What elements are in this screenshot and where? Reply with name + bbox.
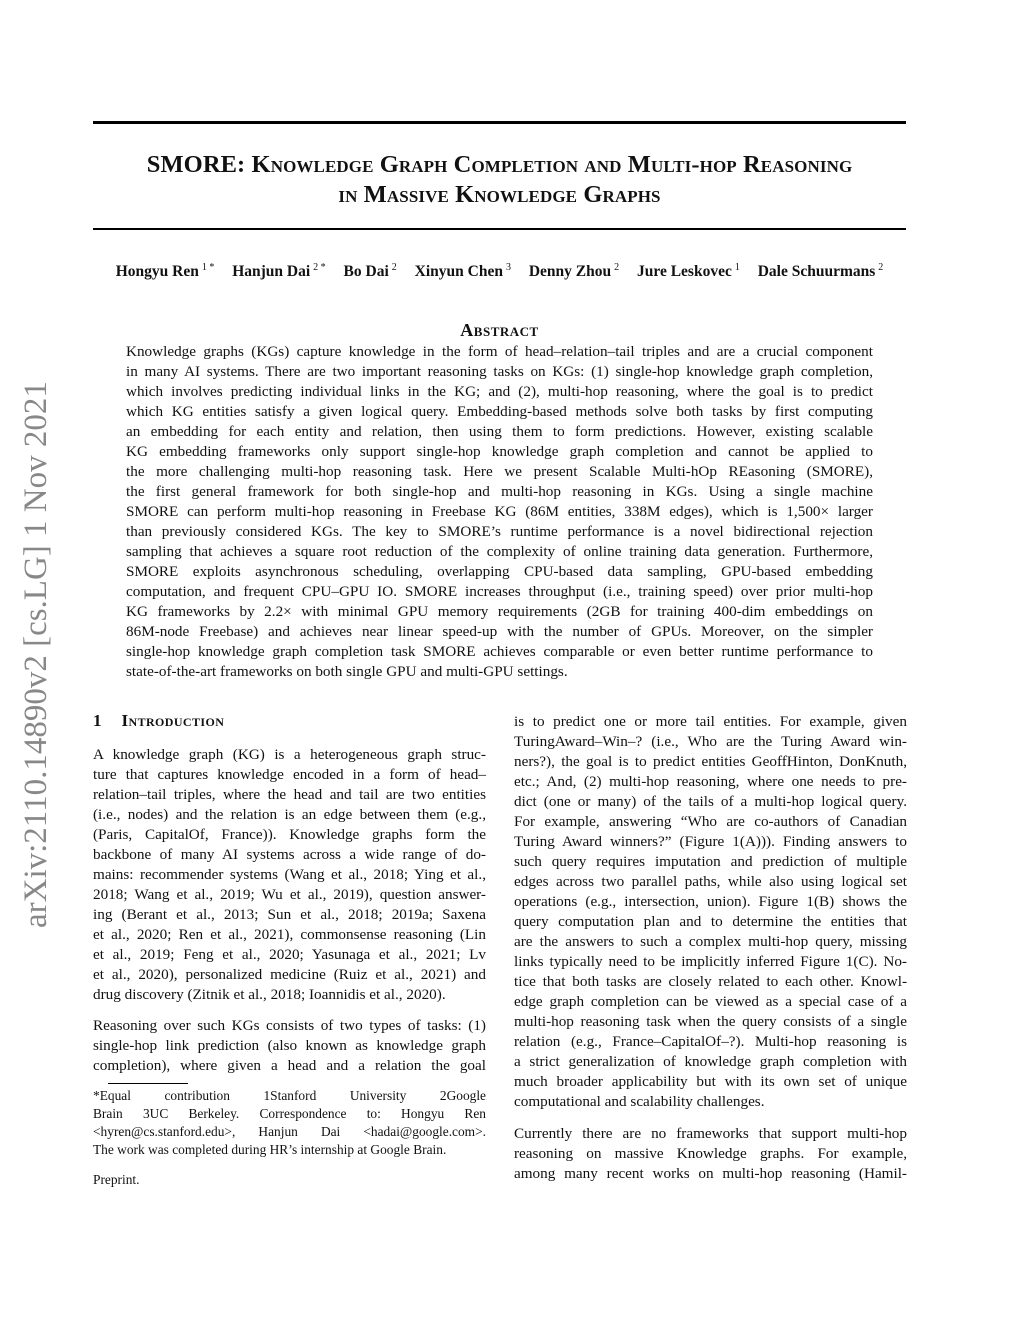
section-heading [93,711,224,731]
title-line-1: SMORE: Knowledge Graph Completion and Multi-hop Reasoning [146,151,853,178]
author: Hanjun Dai $^{2 *}$ [232,262,326,280]
author: Denny Zhou $^2$ [528,262,620,280]
abstract-heading: Abstract [460,320,539,340]
author: Bo Dai $^2$ [343,262,397,280]
body-line: (Paris, CapitalOf, France)). Knowledge graphs form the [93,826,486,843]
footnote-rule [108,1083,188,1084]
body-line: is to predict one or more tail entities. For example, given [514,713,907,730]
body-line: For example, answering “Who are co-authors of Canadian [514,813,907,830]
body-line: (i.e., nodes) and the relation is an edge between them (e.g., [93,806,486,823]
abstract-line: the first general framework for both single-hop and multi-hop reasoning in KGs. Using a single machine [126,483,873,500]
footnote-line: Brain 3UC Berkeley. Correspondence to: Hongyu Ren [93,1106,486,1121]
body-line: computational and scalability challenges. [514,1093,765,1110]
title-top-rule [93,121,906,124]
abstract-line: state-of-the-art frameworks on both single GPU and multi-GPU settings. [126,663,568,680]
body-line: etc.; And, (2) multi-hop reasoning, where one needs to pre- [514,773,907,790]
abstract-line: computation, and frequent CPU–GPU IO. SMORE increases throughput (i.e., training speed) over prior multi-hop [126,583,873,600]
abstract-line: which involves predicting individual links in the KG; and (2), multi-hop reasoning, where the goal is to predict [126,383,873,400]
preprint-note: Preprint. [93,1172,140,1187]
body-line: among many recent works on multi-hop reasoning (Hamil- [514,1165,907,1182]
footnote-line: <hyren@cs.stanford.edu>, Hanjun Dai <hadai@google.com>. [93,1124,486,1139]
body-line: ners?), the goal is to predict entities GeoffHinton, DonKnuth, [514,753,907,770]
body-line: multi-hop reasoning task when the query consists of a single [514,1013,907,1030]
abstract-line: the more challenging multi-hop reasoning task. Here we present Scalable Multi-hOp REasoning (SMORE), [126,463,873,480]
footnote-line: The work was completed during HR’s internship at Google Brain. [93,1142,447,1157]
body-line: edge graph completion can be viewed as a special case of a [514,993,907,1010]
author-list [93,262,906,281]
author: Hongyu Ren $^{1 *}$ [115,262,215,280]
abstract-line: Knowledge graphs (KGs) capture knowledge in the form of head–relation–tail triples and are a crucial component [126,343,873,360]
body-line: Reasoning over such KGs consists of two types of tasks: (1) [93,1017,486,1034]
body-line: A knowledge graph (KG) is a heterogeneous graph struc- [93,746,486,763]
abstract-line: single-hop knowledge graph completion task SMORE achieves comparable or even better runtime performance to [126,643,873,660]
abstract-line: sampling that achieves a square root reduction of the complexity of online training data generation. Furthermore, [126,543,873,560]
section-title: Introduction [121,711,225,730]
body-line: mains: recommender systems (Wang et al., 2018; Ying et al., [93,866,486,883]
body-line: operations (e.g., intersection, union). Figure 1(B) shows the [514,893,907,910]
body-line: Currently there are no frameworks that support multi-hop [514,1125,907,1142]
body-line: such query requires imputation and prediction of multiple [514,853,907,870]
paper-title [93,150,906,210]
body-line: a strict generalization of knowledge graph completion with [514,1053,907,1070]
body-line: dict (one or many) of the tails of a multi-hop logical query. [514,793,907,810]
body-line: query computation plan and to determine the entities that [514,913,907,930]
body-line: ture that captures knowledge encoded in a form of head– [93,766,486,783]
author: Xinyun Chen $^3$ [414,262,511,280]
body-line: relation (e.g., France–CapitalOf–?). Multi-hop reasoning is [514,1033,907,1050]
body-line: ing (Berant et al., 2013; Sun et al., 2018; 2019a; Saxena [93,906,486,923]
arxiv-stamp: arXiv:2110.14890v2 [cs.LG] 1 Nov 2021 [18,381,54,928]
body-line: much broader applicability but with its own set of unique [514,1073,907,1090]
body-line: links typically need to be implicitly inferred Figure 1(C). No- [514,953,907,970]
body-line: et al., 2020), personalized medicine (Ruiz et al., 2021) and [93,966,486,983]
body-line: Turing Award winners?” (Figure 1(A))). Finding answers to [514,833,907,850]
body-line: relation–tail triples, where the head and tail are two entities [93,786,486,803]
body-line: et al., 2020; Ren et al., 2021), commonsense reasoning (Lin [93,926,486,943]
body-line: drug discovery (Zitnik et al., 2018; Ioannidis et al., 2020). [93,986,446,1003]
abstract-line: SMORE exploits asynchronous scheduling, overlapping CPU-based data sampling, GPU-based embedding [126,563,873,580]
body-line: edges across two parallel paths, while also using logical set [514,873,907,890]
abstract-line: in many AI systems. There are two important reasoning tasks on KGs: (1) single-hop knowledge graph completion, [126,363,873,380]
abstract-line: SMORE can perform multi-hop reasoning in Freebase KG (86M entities, 338M edges), which is 1,500× larger [126,503,873,520]
abstract-line: KG frameworks by 2.2× with minimal GPU memory requirements (2GB for training 400-dim embeddings on [126,603,873,620]
title-line-2: in Massive Knowledge Graphs [338,181,661,208]
abstract-line: 86M-node Freebase) and achieves near linear speed-up with the number of GPUs. Moreover, on the simpler [126,623,873,640]
body-line: backbone of many AI systems across a wide range of do- [93,846,486,863]
abstract-line: than previously considered KGs. The key to SMORE’s runtime performance is a novel bidirectional rejection [126,523,873,540]
body-line: completion), where given a head and a relation the goal [93,1057,486,1074]
body-line: 2018; Wang et al., 2019; Wu et al., 2019), question answer- [93,886,486,903]
body-line: reasoning on massive Knowledge graphs. For example, [514,1145,907,1162]
section-number: 1 [93,711,102,730]
body-line: et al., 2019; Feng et al., 2020; Yasunaga et al., 2021; Lv [93,946,486,963]
footnote-line: *Equal contribution 1Stanford University 2Google [93,1088,486,1103]
title-bottom-rule [93,228,906,230]
body-line: tice that both tasks are closely related to each other. Knowl- [514,973,907,990]
author: Jure Leskovec $^1$ [636,262,740,280]
abstract-line: which KG entities satisfy a given logical query. Embedding-based methods solve both tasks by first computing [126,403,873,420]
body-line: single-hop link prediction (also known as knowledge graph [93,1037,486,1054]
abstract-line: an embedding for each entity and relation, then using them to form predictions. However, existing scalable [126,423,873,440]
author: Dale Schuurmans $^2$ [757,262,884,280]
body-line: TuringAward–Win–? (i.e., Who are the Turing Award win- [514,733,907,750]
body-line: are the answers to such a complex multi-hop query, missing [514,933,907,950]
abstract-line: KG embedding frameworks only support single-hop knowledge graph completion and cannot be applied to [126,443,873,460]
